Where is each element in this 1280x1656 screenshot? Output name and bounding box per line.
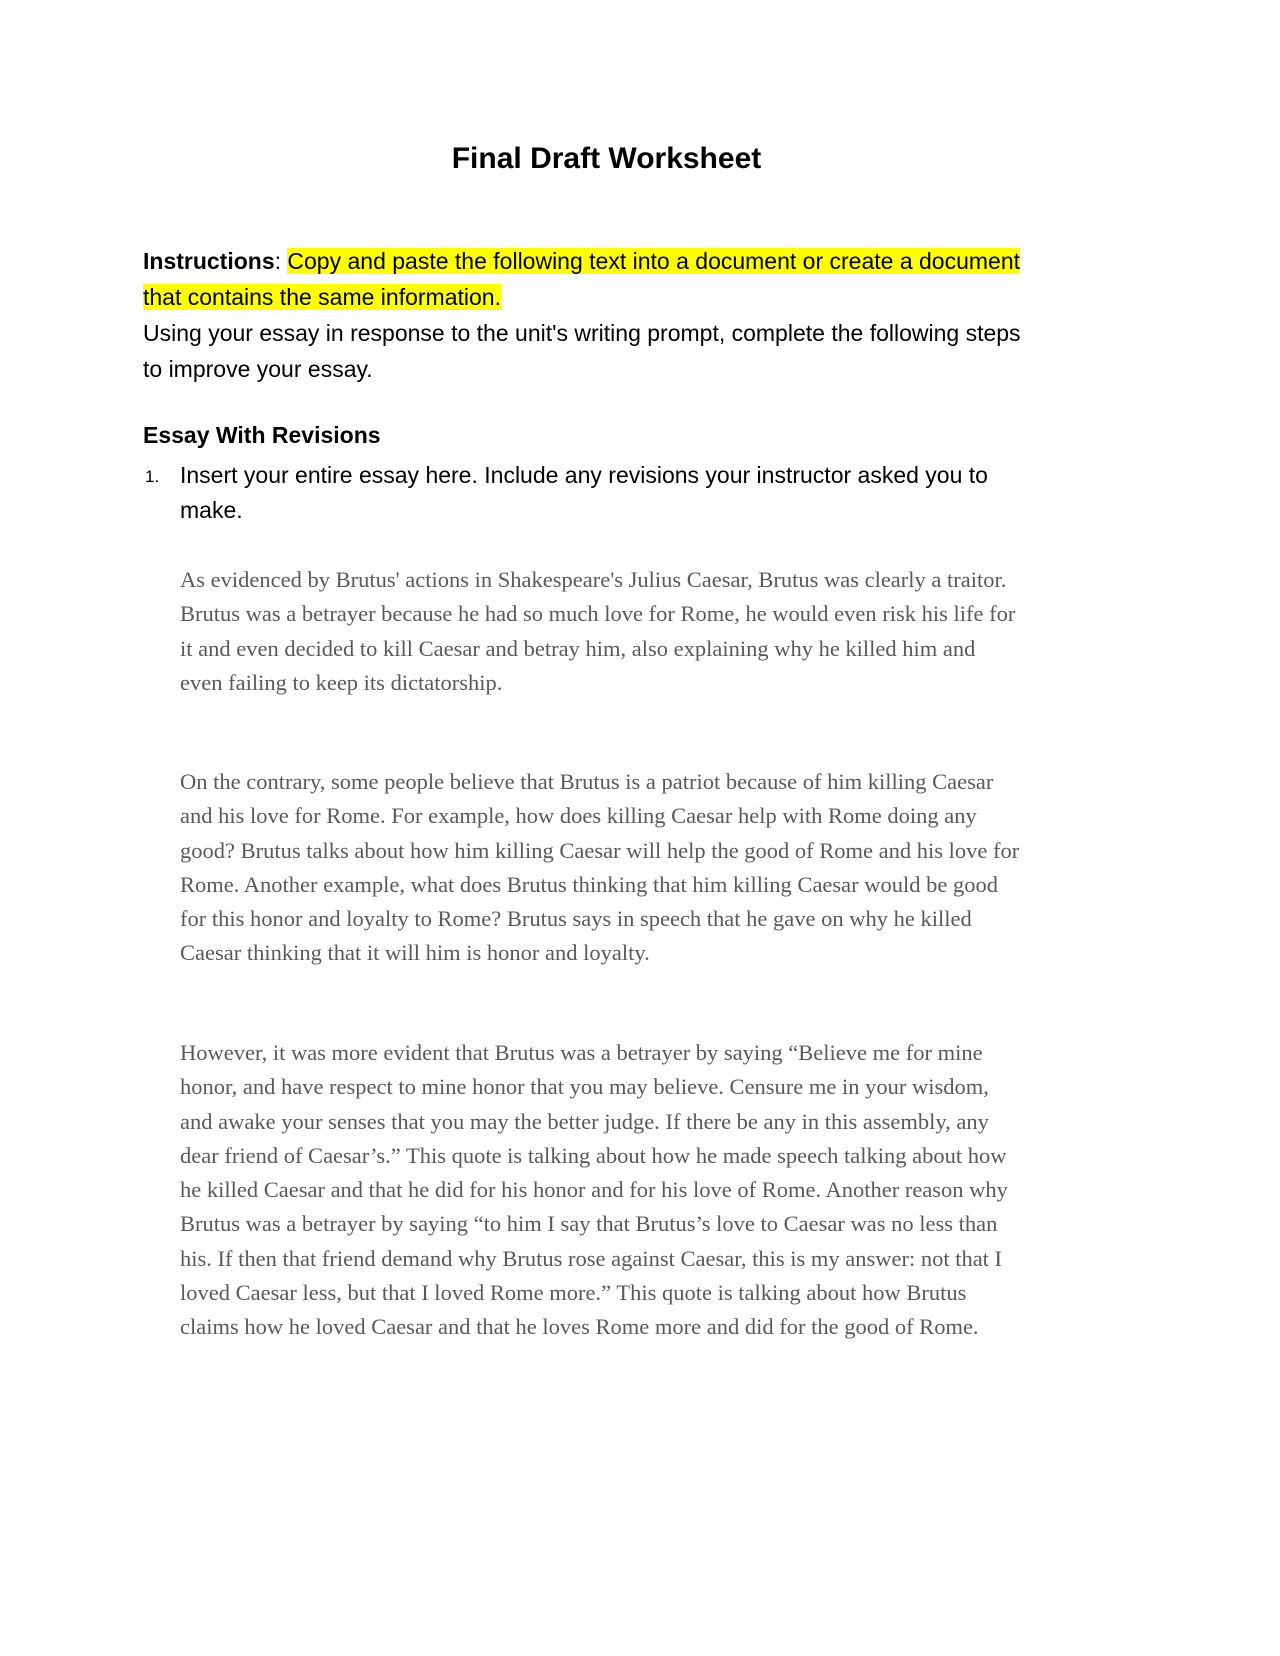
essay-line: Brutus was a betrayer by saying “to him I say that Brutus’s love to Caesar was no less than xyxy=(180,1211,998,1237)
essay-line: for this honor and loyalty to Rome? Brutus says in speech that he gave on why he killed xyxy=(180,906,972,932)
list-item-line-1: Insert your entire essay here. Include any revisions your instructor asked you to xyxy=(180,462,988,488)
list-item-line-2: make. xyxy=(180,497,243,523)
instructions-colon: : xyxy=(274,248,282,274)
essay-line: and awake your senses that you may the better judge. If there be any in this assembly, any xyxy=(180,1108,989,1134)
essay-line: his. If then that friend demand why Brutus rose against Caesar, this is my answer: not that I xyxy=(180,1245,1003,1271)
essay-line: and his love for Rome. For example, how does killing Caesar help with Rome doing any xyxy=(180,803,977,829)
essay-paragraph-1 xyxy=(180,563,1080,700)
essay-line: However, it was more evident that Brutus was a betrayer by saying “Believe me for mine xyxy=(180,1040,983,1065)
highlighted-instruction-1: Copy and paste the following text into a document or create a document xyxy=(287,248,1021,274)
list-item xyxy=(143,458,1083,528)
list-number: 1. xyxy=(145,467,160,486)
essay-line: As evidenced by Brutus' actions in Shakespeare's Julius Caesar, Brutus was clearly a traitor. xyxy=(180,567,1007,592)
essay-line: it and even decided to kill Caesar and betray him, also explaining why he killed him and xyxy=(180,635,976,661)
section-heading: Essay With Revisions xyxy=(143,422,381,448)
instructions xyxy=(143,243,1083,387)
essay-line: dear friend of Caesar’s.” This quote is talking about how he made speech talking about how xyxy=(180,1142,1007,1168)
essay-line: loved Caesar less, but that I loved Rome more.” This quote is talking about how Brutus xyxy=(180,1280,967,1306)
essay-line: honor, and have respect to mine honor that you may believe. Censure me in your wisdom, xyxy=(180,1074,989,1100)
essay-line: he killed Caesar and that he did for his honor and for his love of Rome. Another reason why xyxy=(180,1177,1008,1203)
essay-paragraph-2 xyxy=(180,765,1080,971)
highlighted-instruction-2: that contains the same information. xyxy=(143,284,501,310)
essay-line: even failing to keep its dictatorship. xyxy=(180,669,503,695)
essay-line: claims how he loved Caesar and that he loves Rome more and did for the good of Rome. xyxy=(180,1314,979,1340)
essay-paragraph-3 xyxy=(180,1036,1080,1345)
essay-line: good? Brutus talks about how him killing Caesar will help the good of Rome and his love for xyxy=(180,837,1020,863)
essay-line: On the contrary, some people believe that Brutus is a patriot because of him killing Caesar xyxy=(180,769,994,794)
instruction-text-2: to improve your essay. xyxy=(143,356,373,382)
essay-line: Rome. Another example, what does Brutus thinking that him killing Caesar would be good xyxy=(180,871,999,897)
instruction-text-1: Using your essay in response to the unit's writing prompt, complete the following steps xyxy=(143,320,1021,346)
instructions-label: Instructions xyxy=(143,248,275,274)
essay-line: Caesar thinking that it will him is honor and loyalty. xyxy=(180,940,650,966)
document-title: Final Draft Worksheet xyxy=(451,142,762,175)
essay-line: Brutus was a betrayer because he had so much love for Rome, he would even risk his life for xyxy=(180,601,1016,627)
